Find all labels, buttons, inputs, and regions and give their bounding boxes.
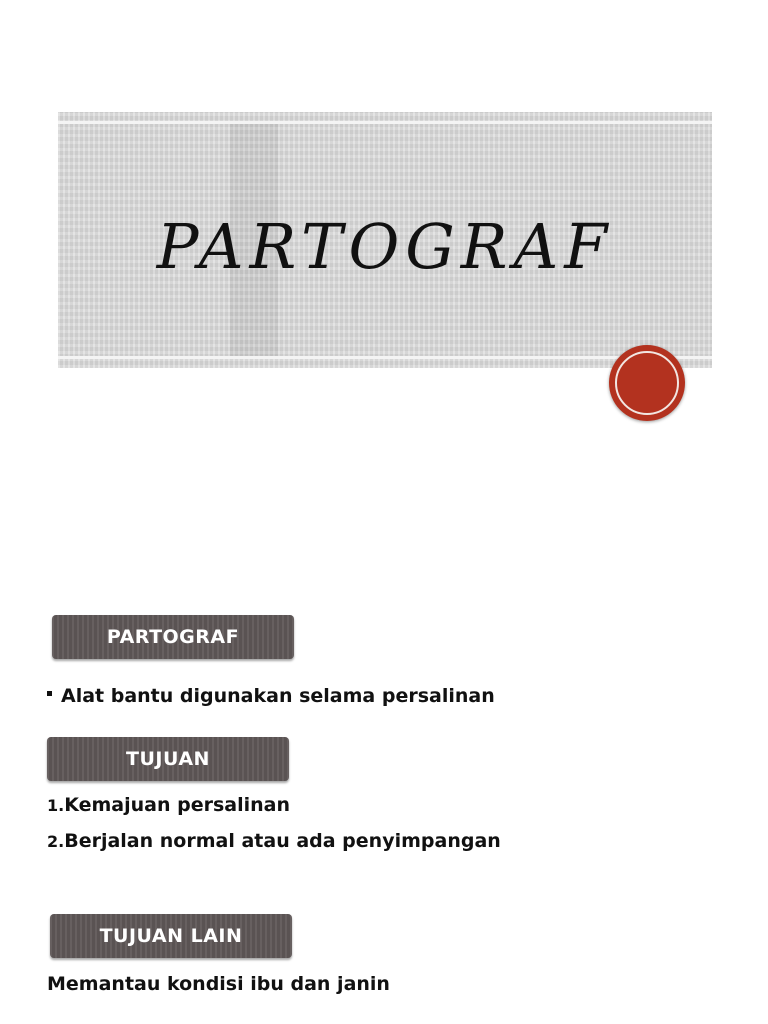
- list-item: [47, 794, 290, 816]
- bullet-text: Alat bantu digunakan selama persalinan: [61, 685, 495, 707]
- list-item-number: 2.: [47, 832, 65, 851]
- title-banner: [58, 112, 712, 368]
- red-seal-icon: [609, 345, 685, 421]
- slide-title: PARTOGRAF: [156, 210, 614, 283]
- section-label-tujuan-lain: TUJUAN LAIN: [50, 914, 292, 958]
- list-item-text: Kemajuan persalinan: [64, 794, 291, 816]
- section-label-partograf: PARTOGRAF: [52, 615, 294, 659]
- banner-bottom-line: [58, 356, 712, 359]
- tujuan-lain-text: Memantau kondisi ibu dan janin: [47, 973, 390, 995]
- list-item: [47, 830, 501, 852]
- banner-top-line: [58, 121, 712, 124]
- seal-ring: [615, 351, 679, 415]
- section-label-tujuan: TUJUAN: [47, 737, 289, 781]
- list-item-number: 1.: [47, 796, 65, 815]
- list-item-text: Berjalan normal atau ada penyimpangan: [64, 830, 501, 852]
- bullet-icon: [47, 691, 52, 696]
